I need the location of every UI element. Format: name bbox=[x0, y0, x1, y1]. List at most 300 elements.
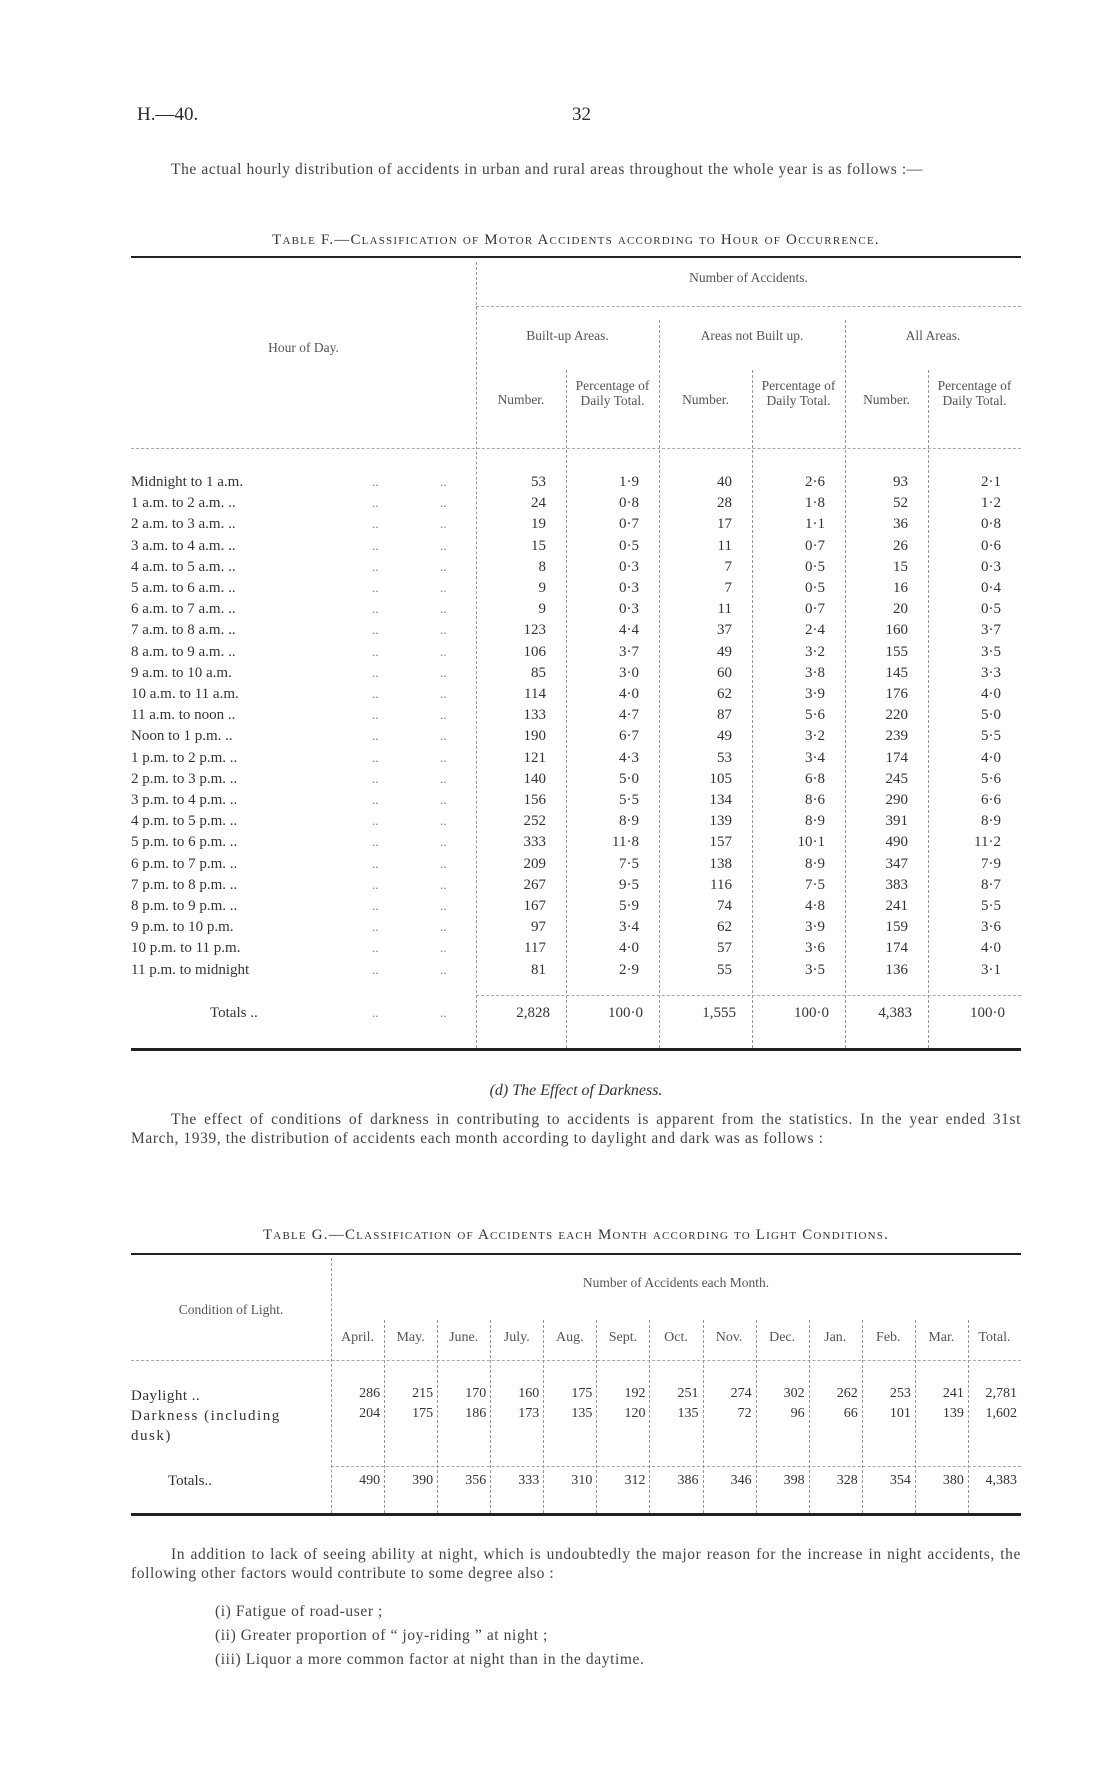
leader-dots: .. bbox=[372, 728, 379, 744]
table-cell: 245 bbox=[885, 770, 908, 787]
leader-dots: .. bbox=[372, 898, 379, 913]
table-cell: 2·1 bbox=[981, 474, 1001, 490]
table-cell: 53 bbox=[717, 749, 732, 766]
table-cell: 3·7 bbox=[619, 643, 639, 660]
total-cell: 380 bbox=[942, 1473, 964, 1488]
table-cell: 5·9 bbox=[619, 898, 639, 914]
leader-dots: .. bbox=[372, 686, 379, 701]
total-cell: 312 bbox=[624, 1473, 646, 1488]
hour-label: 11 a.m. to noon .. bbox=[131, 707, 236, 724]
column-header: Percentage of Daily Total. bbox=[575, 378, 650, 408]
table-cell: 7·9 bbox=[981, 855, 1001, 872]
leader-dots: .. bbox=[440, 813, 447, 829]
column-header: Number. bbox=[497, 392, 545, 407]
month-header: June. bbox=[449, 1330, 479, 1345]
table-cell: 1·8 bbox=[805, 495, 825, 512]
leader-dots: .. bbox=[372, 961, 379, 977]
table-cell: 121 bbox=[523, 749, 546, 766]
condition-label: Darkness (including dusk) bbox=[131, 1408, 281, 1444]
hour-label: 5 p.m. to 6 p.m. .. bbox=[131, 834, 238, 851]
table-cell: 87 bbox=[717, 707, 732, 724]
table-cell: 55 bbox=[717, 961, 732, 978]
column-header: Percentage of Daily Total. bbox=[761, 378, 836, 408]
table-cell: 220 bbox=[885, 707, 908, 724]
table-cell: 20 bbox=[893, 601, 908, 618]
table-cell: 160 bbox=[885, 622, 908, 639]
month-header: Aug. bbox=[556, 1330, 584, 1345]
table-cell: 4·0 bbox=[981, 749, 1001, 766]
month-header: Oct. bbox=[664, 1330, 688, 1345]
leader-dots: .. bbox=[440, 643, 447, 659]
leader-dots: .. bbox=[440, 558, 447, 574]
group-header: Number of Accidents each Month. bbox=[582, 1275, 770, 1290]
leader-dots: .. bbox=[372, 940, 379, 956]
table-cell: 11 bbox=[717, 537, 732, 554]
table-cell: 60 bbox=[717, 664, 732, 681]
table-cell: 2,781 bbox=[985, 1386, 1017, 1401]
table-cell: 7 bbox=[724, 580, 732, 596]
table-cell: 96 bbox=[790, 1406, 805, 1421]
table-cell: 26 bbox=[893, 537, 908, 554]
table-cell: 0·5 bbox=[805, 580, 825, 596]
table-cell: 0·3 bbox=[619, 558, 639, 575]
table-cell: 116 bbox=[710, 876, 732, 893]
leader-dots: .. bbox=[440, 792, 447, 807]
column-header: Number. bbox=[863, 392, 910, 407]
table-cell: 267 bbox=[523, 876, 546, 893]
table-cell: 114 bbox=[524, 686, 546, 702]
table-cell: 85 bbox=[531, 664, 546, 681]
table-cell: 24 bbox=[531, 495, 546, 512]
leader-dots: .. bbox=[372, 855, 379, 871]
table-cell: 0·7 bbox=[805, 601, 825, 618]
table-cell: 17 bbox=[717, 516, 732, 533]
table-cell: 174 bbox=[885, 940, 908, 957]
table-cell: 10·1 bbox=[797, 834, 825, 851]
table-f-title: Table F.—Classification of Motor Accidents according to Hour of Occurrence. bbox=[272, 232, 880, 248]
table-cell: 209 bbox=[523, 855, 546, 872]
leader-dots: .. bbox=[440, 728, 447, 744]
month-header: Total. bbox=[978, 1330, 1011, 1345]
factor-item: (i) Fatigue of road-user ; bbox=[215, 1603, 383, 1620]
hour-label: 2 p.m. to 3 p.m. .. bbox=[131, 770, 238, 787]
leader-dots: .. bbox=[440, 940, 447, 956]
table-cell: 5·0 bbox=[981, 707, 1001, 724]
area-header: Built-up Areas. bbox=[526, 328, 609, 343]
area-header: All Areas. bbox=[905, 328, 961, 343]
factor-item: (iii) Liquor a more common factor at night than in the daytime. bbox=[215, 1651, 645, 1668]
leader-dots: .. bbox=[440, 855, 447, 871]
leader-dots: .. bbox=[372, 622, 379, 638]
table-cell: 0·3 bbox=[619, 601, 639, 618]
table-cell: 3·4 bbox=[619, 919, 639, 936]
total-cell: 100·0 bbox=[608, 1005, 643, 1021]
leader-dots: .. bbox=[440, 1005, 447, 1020]
table-cell: 253 bbox=[889, 1386, 911, 1401]
leader-dots: .. bbox=[440, 707, 447, 723]
leader-dots: .. bbox=[440, 495, 447, 511]
table-cell: 3·6 bbox=[981, 919, 1001, 936]
month-header: April. bbox=[341, 1330, 375, 1345]
total-cell: 100·0 bbox=[794, 1005, 829, 1021]
table-cell: 167 bbox=[523, 898, 546, 914]
table-cell: 4·8 bbox=[805, 898, 825, 914]
hour-label: 5 a.m. to 6 a.m. .. bbox=[131, 580, 236, 596]
table-cell: 3·0 bbox=[619, 664, 639, 681]
table-cell: 11·2 bbox=[974, 834, 1001, 851]
hour-label: 10 a.m. to 11 a.m. bbox=[131, 686, 239, 702]
table-cell: 6·7 bbox=[619, 728, 639, 745]
table-cell: 3·9 bbox=[805, 919, 825, 936]
leader-dots: .. bbox=[372, 792, 379, 807]
month-header: Dec. bbox=[769, 1330, 796, 1345]
factor-list bbox=[215, 1600, 645, 1672]
table-cell: 4·4 bbox=[619, 622, 639, 639]
table-cell: 204 bbox=[359, 1406, 381, 1421]
table-cell: 49 bbox=[717, 643, 732, 660]
hour-label: 2 a.m. to 3 a.m. .. bbox=[131, 516, 236, 533]
table-cell: 15 bbox=[893, 558, 908, 575]
table-cell: 0·4 bbox=[981, 580, 1001, 596]
table-cell: 135 bbox=[677, 1406, 699, 1421]
table-cell: 4·0 bbox=[619, 940, 639, 957]
table-cell: 159 bbox=[885, 919, 908, 936]
stub-header: Hour of Day. bbox=[268, 340, 339, 355]
leader-dots: .. bbox=[440, 601, 447, 617]
table-cell: 0·5 bbox=[619, 537, 639, 554]
table-cell: 9·5 bbox=[619, 876, 639, 893]
table-cell: 1,602 bbox=[985, 1406, 1017, 1421]
table-cell: 3·5 bbox=[981, 643, 1001, 660]
table-cell: 241 bbox=[942, 1386, 964, 1401]
total-cell: 4,383 bbox=[878, 1005, 912, 1021]
total-cell: 390 bbox=[412, 1473, 434, 1488]
table-cell: 2·9 bbox=[619, 961, 639, 978]
table-cell: 174 bbox=[885, 749, 908, 766]
table-cell: 52 bbox=[893, 495, 908, 512]
table-cell: 5·5 bbox=[619, 792, 639, 808]
table-cell: 3·6 bbox=[805, 940, 825, 957]
leader-dots: .. bbox=[372, 813, 379, 829]
leader-dots: .. bbox=[372, 770, 379, 786]
table-cell: 3·1 bbox=[981, 961, 1001, 978]
table-cell: 6·8 bbox=[805, 770, 825, 787]
leader-dots: .. bbox=[372, 749, 379, 765]
table-cell: 3·5 bbox=[805, 961, 825, 978]
table-cell: 3·2 bbox=[805, 728, 825, 745]
table-cell: 101 bbox=[889, 1406, 911, 1421]
table-cell: 4·3 bbox=[619, 749, 639, 766]
month-header: Nov. bbox=[715, 1330, 743, 1345]
table-cell: 3·9 bbox=[805, 686, 825, 702]
leader-dots: .. bbox=[440, 876, 447, 892]
table-cell: 3·7 bbox=[981, 622, 1001, 639]
total-cell: 1,555 bbox=[702, 1005, 736, 1021]
leader-dots: .. bbox=[440, 686, 447, 701]
table-cell: 16 bbox=[893, 580, 908, 596]
leader-dots: .. bbox=[440, 474, 447, 489]
table-cell: 186 bbox=[465, 1406, 487, 1421]
hour-label: 9 p.m. to 10 p.m. bbox=[131, 919, 234, 936]
area-header: Areas not Built up. bbox=[700, 328, 804, 343]
table-cell: 9 bbox=[538, 601, 546, 618]
leader-dots: .. bbox=[372, 919, 379, 935]
table-cell: 7 bbox=[724, 558, 732, 575]
table-cell: 5·5 bbox=[981, 728, 1001, 745]
table-cell: 139 bbox=[709, 813, 732, 830]
table-cell: 66 bbox=[843, 1406, 858, 1421]
hour-label: 4 p.m. to 5 p.m. .. bbox=[131, 813, 238, 830]
hour-label: 10 p.m. to 11 p.m. bbox=[131, 940, 241, 957]
table-cell: 5·0 bbox=[619, 770, 639, 787]
table-cell: 0·3 bbox=[619, 580, 639, 596]
table-cell: 347 bbox=[885, 855, 908, 872]
total-cell: 398 bbox=[783, 1473, 805, 1488]
table-cell: 138 bbox=[709, 855, 732, 872]
table-cell: 97 bbox=[531, 919, 546, 936]
table-cell: 391 bbox=[885, 813, 908, 830]
table-cell: 0·8 bbox=[981, 516, 1001, 533]
table-cell: 1·2 bbox=[981, 495, 1001, 512]
table-cell: 105 bbox=[709, 770, 732, 787]
leader-dots: .. bbox=[440, 749, 447, 765]
table-cell: 262 bbox=[836, 1386, 858, 1401]
closing-paragraph: In addition to lack of seeing ability at night, which is undoubtedly the major reason for the increase in night accidents, the following other factors would contribute to some degree also : bbox=[131, 1546, 1021, 1582]
table-cell: 5·5 bbox=[981, 898, 1001, 914]
table-cell: 252 bbox=[523, 813, 546, 830]
table-cell: 176 bbox=[885, 686, 908, 702]
table-g-title: Table G.—Classification of Accidents each Month according to Light Conditions. bbox=[262, 1227, 890, 1243]
table-cell: 40 bbox=[717, 474, 732, 490]
table-cell: 192 bbox=[624, 1386, 646, 1401]
table-cell: 3·2 bbox=[805, 643, 825, 660]
table-cell: 173 bbox=[518, 1406, 540, 1421]
table-cell: 62 bbox=[717, 686, 732, 702]
table-cell: 106 bbox=[523, 643, 546, 660]
table-cell: 49 bbox=[717, 728, 732, 745]
table-cell: 123 bbox=[523, 622, 546, 639]
leader-dots: .. bbox=[440, 919, 447, 935]
table-cell: 11·8 bbox=[612, 834, 639, 851]
leader-dots: .. bbox=[440, 770, 447, 786]
total-cell: 356 bbox=[465, 1473, 487, 1488]
intro-paragraph: The actual hourly distribution of accidents in urban and rural areas throughout the whole year is as follows :— bbox=[171, 161, 923, 178]
hour-label: 8 p.m. to 9 p.m. .. bbox=[131, 898, 238, 914]
leader-dots: .. bbox=[372, 601, 379, 617]
totals-label: Totals.. bbox=[168, 1473, 212, 1489]
table-cell: 251 bbox=[677, 1386, 699, 1401]
hour-label: 8 a.m. to 9 a.m. .. bbox=[131, 643, 236, 660]
table-cell: 8·9 bbox=[619, 813, 639, 830]
table-cell: 290 bbox=[885, 792, 908, 808]
table-cell: 0·6 bbox=[981, 537, 1001, 554]
table-cell: 57 bbox=[717, 940, 732, 957]
table-cell: 9 bbox=[538, 580, 546, 596]
hour-label: 6 p.m. to 7 p.m. .. bbox=[131, 855, 238, 872]
table-cell: 37 bbox=[717, 622, 732, 639]
totals-label: Totals .. bbox=[210, 1005, 258, 1021]
hour-label: 3 p.m. to 4 p.m. .. bbox=[131, 792, 238, 808]
leader-dots: .. bbox=[440, 516, 447, 532]
table-cell: 28 bbox=[717, 495, 732, 512]
hour-label: 11 p.m. to midnight bbox=[131, 961, 250, 978]
table-cell: 286 bbox=[359, 1386, 381, 1401]
table-cell: 11 bbox=[717, 601, 732, 618]
table-cell: 4·7 bbox=[619, 707, 639, 724]
total-cell: 333 bbox=[518, 1473, 540, 1488]
hour-label: 4 a.m. to 5 a.m. .. bbox=[131, 558, 236, 575]
table-cell: 117 bbox=[524, 940, 546, 957]
table-cell: 175 bbox=[412, 1406, 434, 1421]
leader-dots: .. bbox=[372, 664, 379, 680]
leader-dots: .. bbox=[372, 537, 379, 553]
table-cell: 5·6 bbox=[981, 770, 1001, 787]
table-cell: 7·5 bbox=[619, 855, 639, 872]
table-cell: 0·7 bbox=[619, 516, 639, 533]
leader-dots: .. bbox=[440, 622, 447, 638]
leader-dots: .. bbox=[440, 834, 447, 850]
table-cell: 4·0 bbox=[981, 940, 1001, 957]
table-cell: 2·6 bbox=[805, 474, 825, 490]
column-header: Number. bbox=[682, 392, 729, 407]
leader-dots: .. bbox=[372, 474, 379, 489]
month-header: July. bbox=[503, 1330, 530, 1345]
page-number: 32 bbox=[572, 104, 591, 125]
leader-dots: .. bbox=[440, 961, 447, 977]
total-cell: 2,828 bbox=[516, 1005, 550, 1021]
table-cell: 8·6 bbox=[805, 792, 825, 808]
table-cell: 8·9 bbox=[805, 855, 825, 872]
total-cell: 354 bbox=[889, 1473, 911, 1488]
stub-header: Condition of Light. bbox=[178, 1302, 284, 1317]
table-cell: 0·3 bbox=[981, 558, 1001, 575]
total-cell: 4,383 bbox=[985, 1473, 1017, 1488]
table-cell: 5·6 bbox=[805, 707, 825, 724]
table-cell: 333 bbox=[523, 834, 546, 851]
leader-dots: .. bbox=[372, 558, 379, 574]
hour-label: Midnight to 1 a.m. bbox=[131, 474, 244, 490]
total-cell: 386 bbox=[677, 1473, 699, 1488]
month-header: Mar. bbox=[928, 1330, 955, 1345]
condition-label: Daylight .. bbox=[131, 1388, 201, 1404]
hour-label: 7 a.m. to 8 a.m. .. bbox=[131, 622, 236, 639]
leader-dots: .. bbox=[372, 876, 379, 892]
table-cell: 3·4 bbox=[805, 749, 825, 766]
leader-dots: .. bbox=[440, 580, 447, 595]
darkness-paragraph: The effect of conditions of darkness in contributing to accidents is apparent from the statistics. In the year ended 31st March, 1939, the distribution of accidents each month according to daylight and dark was as follows : bbox=[131, 1111, 1021, 1147]
total-cell: 490 bbox=[359, 1473, 381, 1488]
section-heading: (d) The Effect of Darkness. bbox=[489, 1082, 663, 1099]
leader-dots: .. bbox=[372, 1005, 379, 1020]
hour-label: 3 a.m. to 4 a.m. .. bbox=[131, 537, 236, 554]
table-cell: 2·4 bbox=[805, 622, 825, 639]
table-cell: 1·1 bbox=[805, 516, 825, 533]
table-cell: 383 bbox=[885, 876, 908, 893]
leader-dots: .. bbox=[440, 537, 447, 553]
table-cell: 155 bbox=[885, 643, 908, 660]
document-reference: H.—40. bbox=[137, 104, 199, 125]
month-header: Jan. bbox=[824, 1330, 847, 1345]
table-cell: 274 bbox=[730, 1386, 752, 1401]
table-cell: 74 bbox=[717, 898, 732, 914]
group-header: Number of Accidents. bbox=[689, 270, 808, 285]
header-divider bbox=[131, 1360, 1021, 1361]
table-cell: 157 bbox=[709, 834, 732, 851]
hour-label: 7 p.m. to 8 p.m. .. bbox=[131, 876, 238, 893]
table-cell: 135 bbox=[571, 1406, 593, 1421]
table-cell: 0·5 bbox=[981, 601, 1001, 618]
table-cell: 136 bbox=[885, 961, 908, 978]
total-cell: 100·0 bbox=[970, 1005, 1005, 1021]
table-cell: 156 bbox=[523, 792, 546, 808]
table-cell: 8 bbox=[538, 558, 546, 575]
total-cell: 328 bbox=[836, 1473, 858, 1488]
leader-dots: .. bbox=[372, 707, 379, 723]
table-cell: 15 bbox=[531, 537, 546, 554]
total-cell: 310 bbox=[571, 1473, 593, 1488]
leader-dots: .. bbox=[372, 834, 379, 850]
table-cell: 72 bbox=[737, 1406, 752, 1421]
table-cell: 8·9 bbox=[805, 813, 825, 830]
leader-dots: .. bbox=[372, 643, 379, 659]
table-cell: 170 bbox=[465, 1386, 487, 1401]
table-cell: 160 bbox=[518, 1386, 540, 1401]
hour-label: Noon to 1 p.m. .. bbox=[131, 728, 233, 745]
table-cell: 4·0 bbox=[619, 686, 639, 702]
table-cell: 4·0 bbox=[981, 686, 1001, 702]
hour-label: 6 a.m. to 7 a.m. .. bbox=[131, 601, 236, 618]
table-cell: 93 bbox=[893, 474, 908, 490]
table-cell: 8·9 bbox=[981, 813, 1001, 830]
leader-dots: .. bbox=[372, 580, 379, 595]
table-cell: 8·7 bbox=[981, 876, 1001, 893]
table-cell: 133 bbox=[523, 707, 546, 724]
leader-dots: .. bbox=[372, 516, 379, 532]
factor-item: (ii) Greater proportion of “ joy-riding ” at night ; bbox=[215, 1627, 548, 1644]
column-header: Percentage of Daily Total. bbox=[937, 378, 1012, 408]
table-cell: 7·5 bbox=[805, 876, 825, 893]
table-cell: 19 bbox=[531, 516, 546, 533]
table-cell: 36 bbox=[893, 516, 908, 533]
table-cell: 6·6 bbox=[981, 792, 1001, 808]
table-cell: 302 bbox=[783, 1386, 805, 1401]
table-cell: 239 bbox=[885, 728, 908, 745]
total-cell: 346 bbox=[730, 1473, 752, 1488]
table-cell: 1·9 bbox=[619, 474, 639, 490]
table-cell: 190 bbox=[523, 728, 546, 745]
table-cell: 241 bbox=[885, 898, 908, 914]
table-cell: 139 bbox=[942, 1406, 964, 1421]
table-cell: 134 bbox=[709, 792, 732, 808]
table-cell: 0·7 bbox=[805, 537, 825, 554]
month-header: Feb. bbox=[876, 1330, 901, 1345]
month-header: Sept. bbox=[608, 1330, 638, 1345]
hour-label: 1 a.m. to 2 a.m. .. bbox=[131, 495, 236, 512]
totals-divider bbox=[331, 1466, 1021, 1467]
table-cell: 175 bbox=[571, 1386, 593, 1401]
leader-dots: .. bbox=[440, 664, 447, 680]
table-cell: 490 bbox=[885, 834, 908, 851]
hour-label: 1 p.m. to 2 p.m. .. bbox=[131, 749, 238, 766]
table-cell: 3·3 bbox=[981, 664, 1001, 681]
table-cell: 53 bbox=[531, 474, 546, 490]
leader-dots: .. bbox=[440, 898, 447, 913]
table-cell: 62 bbox=[717, 919, 732, 936]
table-cell: 3·8 bbox=[805, 664, 825, 681]
table-cell: 120 bbox=[624, 1406, 646, 1421]
table-cell: 145 bbox=[885, 664, 908, 681]
table-g-bottom-rule bbox=[131, 1513, 1021, 1516]
